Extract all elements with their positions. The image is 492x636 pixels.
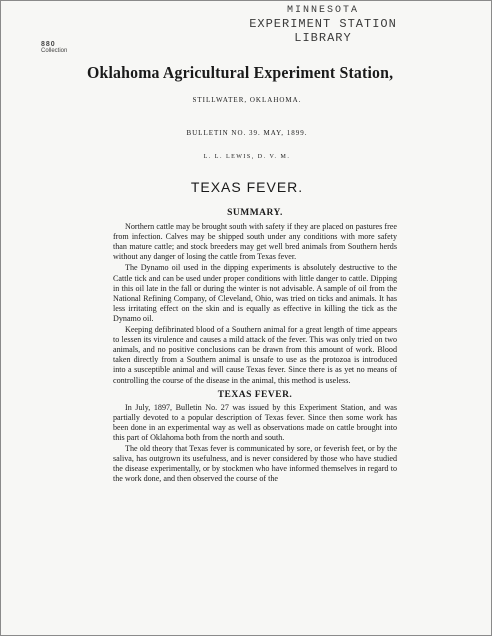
- bulletin-number: BULLETIN NO. 39. MAY, 1899.: [186, 129, 308, 137]
- library-stamp: [233, 5, 413, 45]
- margin-note-number: 880: [41, 41, 56, 48]
- masthead: Oklahoma Agricultural Experiment Station,: [87, 63, 394, 82]
- stamp-line-1: MINNESOTA: [286, 5, 359, 16]
- summary-paragraph: Keeping defibrinated blood of a Southern animal for a great length of time appears to lessen its virulence and causes a mild attack of the fever. This was only tried on two animals, and no positive conclusions can be drawn from this amount of work. Blood taken directly from a Southern animal is unsafe to use as the protozoa is introduced into a susceptible animal and will cause Texas fever. Since there is as yet no means of controlling the course of the disease in the animal, this method is useless.: [113, 325, 397, 385]
- stamp-line-2: EXPERIMENT STATION: [249, 17, 397, 31]
- document-body: [113, 206, 397, 485]
- summary-paragraph: The Dynamo oil used in the dipping experiments is absolutely destructive to the Cattle tick and can be used under proper conditions with little danger to cattle. Dipping in this oil late in the fall or during the winter is not advisable. A sample of oil from the National Refining Company, of Cleveland, Ohio, was tried on ticks and animals. It has less irritating effect on the skin and is equally as effective in killing the tick as the Dynamo oil.: [113, 263, 397, 323]
- section-heading: TEXAS FEVER.: [217, 389, 293, 400]
- section-paragraph: In July, 1897, Bulletin No. 27 was issued by this Experiment Station, and was partially devoted to a popular description of Texas fever. Since then some work has been done in an experimental way as well as observations made on cattle brought into this part of Oklahoma both from the north and south.: [113, 402, 397, 442]
- margin-note-text: Collection: [41, 48, 68, 54]
- stamp-line-3: LIBRARY: [294, 31, 352, 45]
- summary-heading: SUMMARY.: [227, 208, 283, 218]
- margin-note: [41, 41, 67, 55]
- summary-paragraph: Northern cattle may be brought south with safety if they are placed on pastures free from infection. Calves may be shipped south under any conditions with more safety than mature cattle; and stock breeders may get well bred animals from Southern herds without any danger of losing the cattle from Texas fever.: [113, 222, 397, 262]
- document-title: TEXAS FEVER.: [190, 179, 304, 195]
- author: L. L. LEWIS, D. V. M.: [203, 154, 291, 160]
- section-paragraph: The old theory that Texas fever is communicated by sore, or feverish feet, or by the saliva, has outgrown its usefulness, and is never considered by those who have studied the disease experimentally, or by stockmen who have informed themselves in regard to the work done, and then observed the course of the: [113, 444, 397, 484]
- location: STILLWATER, OKLAHOMA.: [192, 96, 302, 104]
